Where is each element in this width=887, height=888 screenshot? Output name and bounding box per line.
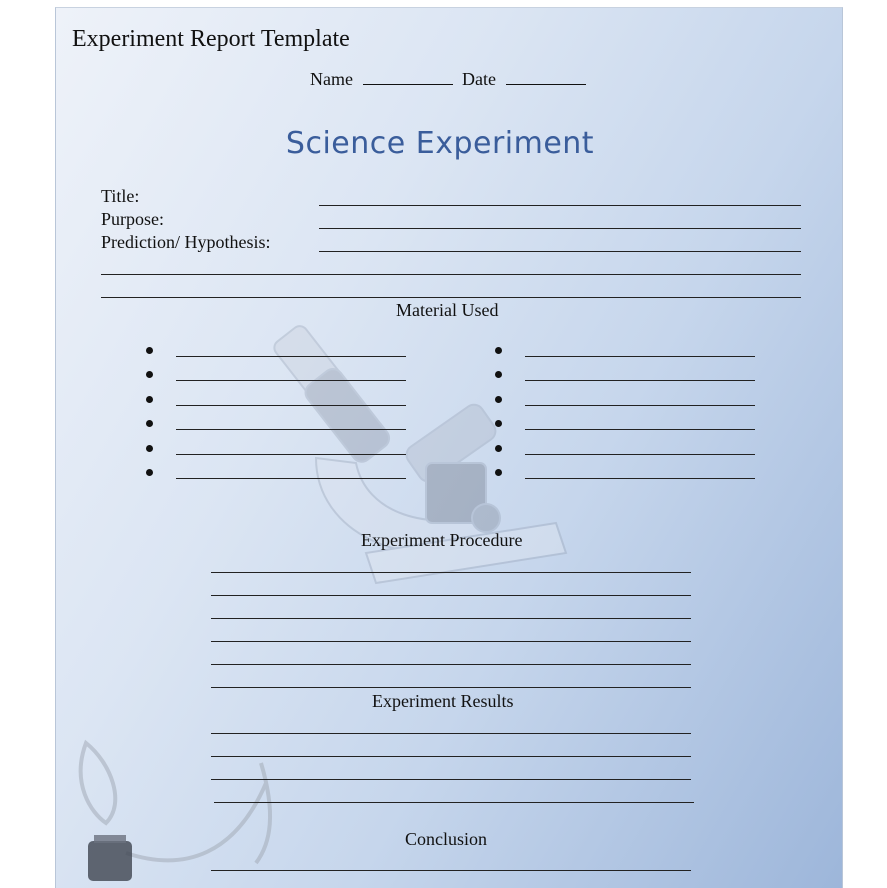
procedure-heading: Experiment Procedure bbox=[361, 530, 523, 550]
date-blank bbox=[506, 68, 586, 85]
bullet-point bbox=[495, 347, 502, 354]
bullet-point bbox=[495, 371, 502, 378]
field-line bbox=[101, 274, 801, 275]
results-line bbox=[211, 779, 691, 780]
procedure-line bbox=[211, 641, 691, 642]
bullet-point bbox=[495, 445, 502, 452]
title-line bbox=[319, 205, 801, 206]
hypothesis-line bbox=[319, 251, 801, 252]
lab-flask-icon bbox=[66, 723, 296, 888]
date-label: Date bbox=[461, 69, 496, 89]
results-line bbox=[214, 802, 694, 803]
procedure-line bbox=[211, 595, 691, 596]
bullet-point bbox=[146, 371, 153, 378]
bullet-point bbox=[146, 396, 153, 403]
title-label: Title: bbox=[101, 186, 140, 206]
procedure-line bbox=[211, 687, 691, 688]
bullet-point bbox=[495, 420, 502, 427]
hypothesis-label: Prediction/ Hypothesis: bbox=[101, 232, 271, 252]
bullet-point bbox=[146, 445, 153, 452]
material-line bbox=[525, 429, 755, 430]
material-line bbox=[176, 380, 406, 381]
material-line bbox=[525, 380, 755, 381]
results-line bbox=[211, 733, 691, 734]
procedure-line bbox=[211, 618, 691, 619]
name-date-row bbox=[310, 68, 586, 90]
name-label: Name bbox=[310, 69, 353, 89]
bullet-point bbox=[495, 469, 502, 476]
procedure-line bbox=[211, 664, 691, 665]
material-line bbox=[176, 454, 406, 455]
purpose-line bbox=[319, 228, 801, 229]
name-blank bbox=[363, 68, 453, 85]
material-line bbox=[176, 356, 406, 357]
materials-heading: Material Used bbox=[396, 300, 499, 320]
results-line bbox=[211, 756, 691, 757]
material-line bbox=[176, 478, 406, 479]
bullet-point bbox=[146, 347, 153, 354]
results-heading: Experiment Results bbox=[372, 691, 514, 711]
page-heading: Science Experiment bbox=[285, 126, 595, 161]
field-line bbox=[101, 297, 801, 298]
conclusion-line bbox=[211, 870, 691, 871]
material-line bbox=[525, 356, 755, 357]
material-line bbox=[525, 454, 755, 455]
conclusion-heading: Conclusion bbox=[405, 829, 488, 849]
material-line bbox=[525, 405, 755, 406]
procedure-line bbox=[211, 572, 691, 573]
bullet-point bbox=[146, 469, 153, 476]
bullet-point bbox=[495, 396, 502, 403]
report-page bbox=[55, 7, 843, 888]
material-line bbox=[176, 429, 406, 430]
purpose-label: Purpose: bbox=[101, 209, 164, 229]
material-line bbox=[176, 405, 406, 406]
document-title: Experiment Report Template bbox=[72, 26, 350, 52]
bullet-point bbox=[146, 420, 153, 427]
material-line bbox=[525, 478, 755, 479]
